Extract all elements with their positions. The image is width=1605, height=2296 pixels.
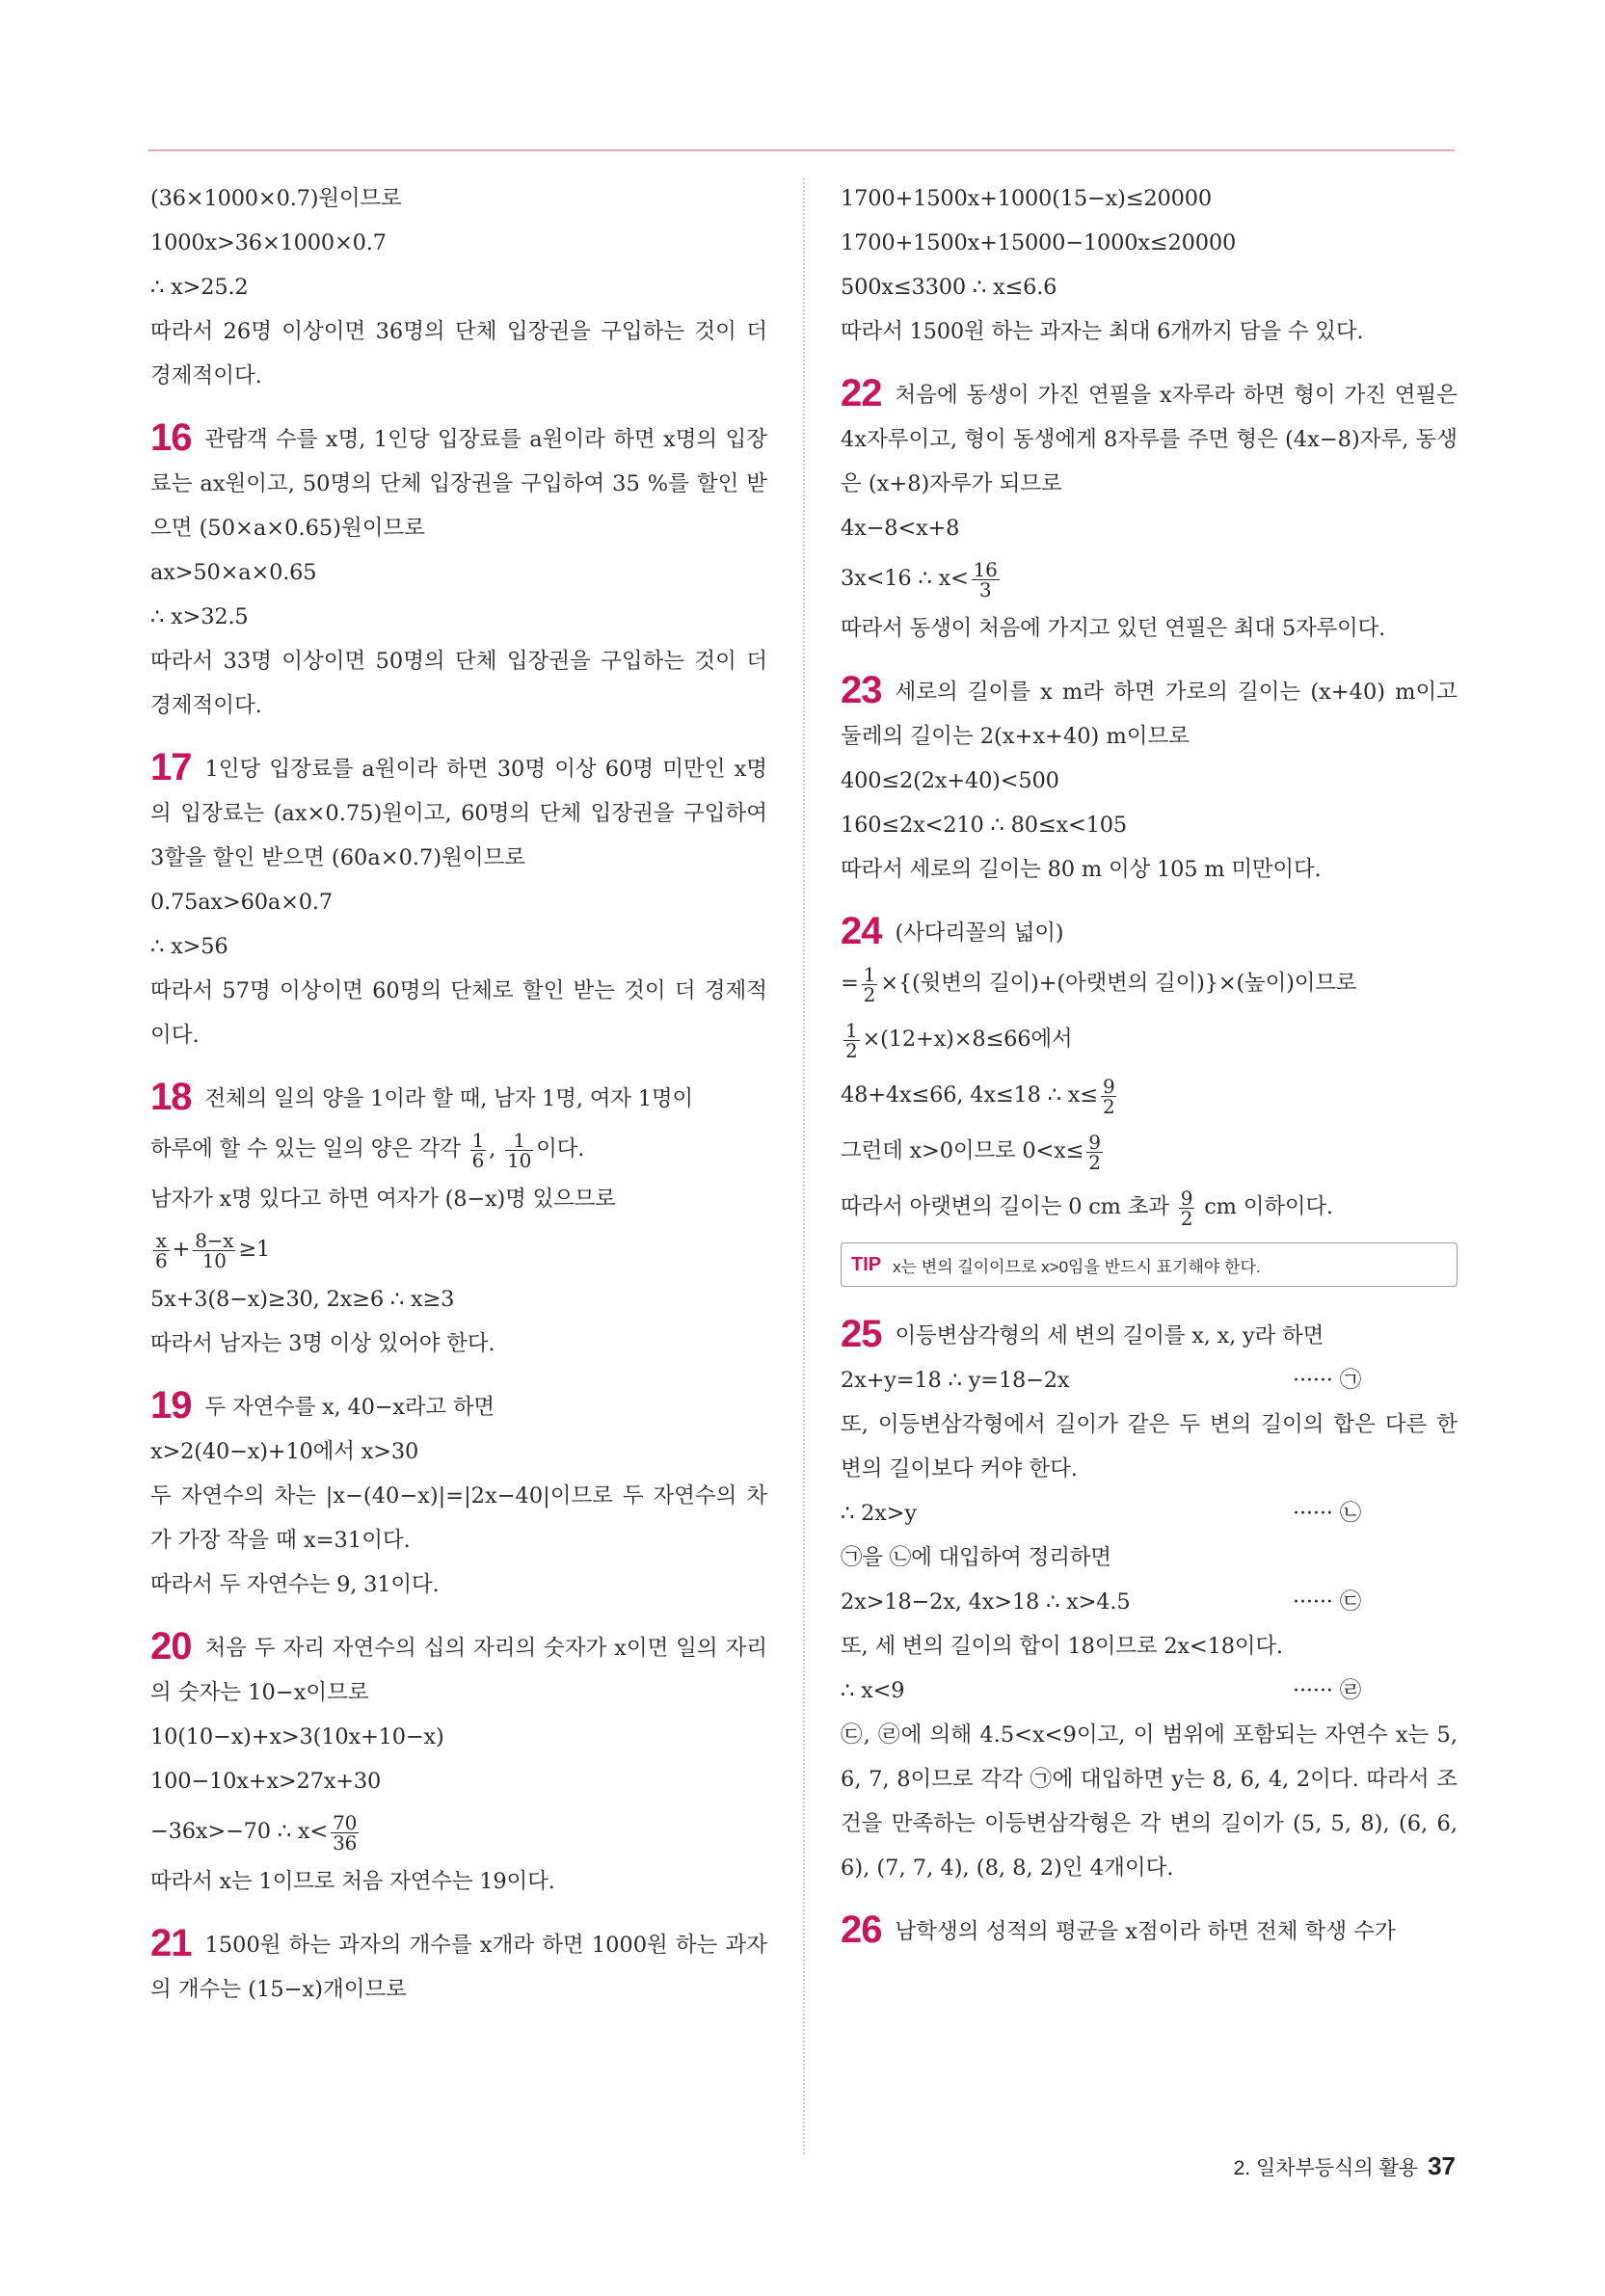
conclusion-text: 따라서 두 자연수는 9, 31이다. [150, 1572, 440, 1597]
top-rule [148, 149, 1455, 151]
equation-line: 0.75ax>60a×0.7 [150, 890, 333, 915]
text-span: ∴ x<9 [841, 1678, 905, 1703]
equation-line [841, 1123, 1458, 1179]
problem-18 [150, 1075, 767, 1366]
problem-text: 이등변삼각형의 세 변의 길이를 x, x, y라 하면 [895, 1323, 1324, 1348]
conclusion-text: 따라서 33명 이상이면 50명의 단체 입장권을 구입하는 것이 더 경제적이다. [150, 649, 767, 718]
problem-text: 두 자연수를 x, 40−x라고 하면 [204, 1395, 495, 1420]
text-span: 그런데 x>0이므로 0<x≤ [841, 1138, 1084, 1163]
problem-19 [150, 1383, 767, 1607]
conclusion-text: 따라서 26명 이상이면 36명의 단체 입장권을 구입하는 것이 더 경제적이다. [150, 319, 767, 388]
column-divider [803, 178, 805, 2154]
text-span: ×(12+x)×8≤66에서 [862, 1027, 1073, 1052]
text-para: 두 자연수의 차는 |x−(40−x)|=|2x−40|이므로 두 자연수의 차가 가장 작을 때 x=31이다. [150, 1483, 767, 1553]
equation-line: ∴ x>25.2 [150, 275, 249, 300]
problem-24 [841, 909, 1458, 1287]
text-span: + [172, 1237, 191, 1262]
right-column [841, 176, 1458, 1954]
text-span: 2x+y=18 ∴ y=18−2x [841, 1368, 1070, 1393]
problem-16 [150, 415, 767, 728]
page-number: 37 [1428, 2151, 1456, 2180]
equation-marker: ······ ㉣ [1293, 1678, 1361, 1703]
fraction: $\frac{1}{2}$ [845, 1018, 858, 1062]
text-span: ≥1 [238, 1237, 271, 1262]
text-span: = [841, 971, 859, 996]
equation-line: 400≤2(2x+40)<500 [841, 768, 1059, 793]
tip-box [841, 1242, 1458, 1287]
equation-line: ∴ x>56 [150, 934, 228, 959]
problem-number: 21 [150, 1922, 192, 1964]
equation-line: 10(10−x)+x>3(10x+10−x) [150, 1724, 444, 1749]
equation-line: 160≤2x<210 ∴ 80≤x<105 [841, 813, 1127, 838]
problem-text: 1인당 입장료를 a원이라 하면 30명 이상 60명 미만인 x명의 입장료는 (ax×0.75)원이고, 60명의 단체 입장권을 구입하여 3할을 할인 받으면 (60a×0.7)원이므로 [150, 757, 767, 870]
equation-marker: ······ ㉡ [1293, 1501, 1361, 1526]
conclusion-text: 따라서 남자는 3명 이상 있어야 한다. [150, 1331, 495, 1356]
problem-text: 남학생의 성적의 평균을 x점이라 하면 전체 학생 수가 [895, 1919, 1396, 1944]
chapter-title: 2. 일차부등식의 활용 [1233, 2157, 1419, 2179]
text-span: 2x>18−2x, 4x>18 ∴ x>4.5 [841, 1589, 1131, 1615]
text-para: 또, 이등변삼각형에서 길이가 같은 두 변의 길이의 합은 다른 한 변의 길이보다 커야 한다. [841, 1412, 1458, 1482]
problem-21 [150, 1921, 767, 2012]
problem-number: 23 [841, 669, 882, 711]
text-span: 3x<16 ∴ x< [841, 566, 969, 591]
equation-line: 1000x>36×1000×0.7 [150, 230, 387, 255]
conclusion-text: ㉢, ㉣에 의해 4.5<x<9이고, 이 범위에 포함되는 자연수 x는 5, 6, 7, 8이므로 각각 ㉠에 대입하면 y는 8, 6, 4, 2이다. 따라서 조건을 만족하는 이등변삼각형은 각 변의 길이가 (5, 5, 8), (6, 6, 6), (7, 7, 4), (8, 8, 2)인 4개이다. [841, 1722, 1458, 1881]
fraction: $\frac{9}{2}$ [1088, 1130, 1101, 1174]
equation-line: x>2(40−x)+10에서 x>30 [150, 1439, 419, 1464]
problem-text: 세로의 길이를 x m라 하면 가로의 길이는 (x+40) m이고 둘레의 길이는 2(x+x+40) m이므로 [841, 680, 1458, 749]
fraction: $\frac{1}{2}$ [863, 962, 876, 1006]
conclusion-text: 따라서 동생이 처음에 가지고 있던 연필은 최대 5자루이다. [841, 616, 1386, 641]
conclusion-text: 따라서 세로의 길이는 80 m 이상 105 m 미만이다. [841, 857, 1322, 882]
equation-line: ax>50×a×0.65 [150, 560, 317, 585]
problem-17 [150, 745, 767, 1057]
text-span: 48+4x≤66, 4x≤18 ∴ x≤ [841, 1082, 1098, 1108]
text-span: 이다. [536, 1136, 585, 1161]
equation-line [841, 1358, 1458, 1402]
text-span: , [489, 1136, 496, 1161]
text-line: 또, 세 변의 길이의 합이 18이므로 2x<18이다. [841, 1634, 1283, 1659]
problem-text: 전체의 일의 양을 1이라 할 때, 남자 1명, 여자 1명이 [204, 1086, 693, 1111]
text-span: −36x>−70 ∴ x< [150, 1819, 329, 1844]
text-span: cm 이하이다. [1204, 1194, 1333, 1219]
problem-25 [841, 1312, 1458, 1890]
equation-line [841, 1580, 1458, 1624]
text-span: 하루에 할 수 있는 일의 양은 각각 [150, 1136, 461, 1161]
conclusion-text: 따라서 57명 이상이면 60명의 단체로 할인 받는 것이 더 경제적이다. [150, 978, 767, 1048]
conclusion-text [841, 1179, 1458, 1235]
problem-text: 1500원 하는 과자의 개수를 x개라 하면 1000원 하는 과자의 개수는 (15−x)개이므로 [150, 1933, 767, 2002]
problem-number: 22 [841, 372, 882, 414]
equation-line: 4x−8<x+8 [841, 516, 960, 541]
fraction: $\frac{9}{2}$ [1180, 1186, 1193, 1230]
text-line: ㉠을 ㉡에 대입하여 정리하면 [841, 1545, 1111, 1570]
left-column [150, 176, 767, 2012]
conclusion-text: 따라서 1500원 하는 과자는 최대 6개까지 담을 수 있다. [841, 319, 1364, 344]
problem-number: 16 [150, 416, 192, 459]
text-span: ×{(윗변의 길이)+(아랫변의 길이)}×(높이)이므로 [880, 971, 1357, 996]
problem-number: 17 [150, 746, 192, 788]
equation-line [841, 1491, 1458, 1535]
text-line [150, 1121, 767, 1177]
tip-text: x는 변의 길이이므로 x>0임을 반드시 표기해야 한다. [893, 1257, 1261, 1276]
problem-number: 19 [150, 1384, 192, 1427]
problem-number: 25 [841, 1313, 882, 1355]
equation-line [150, 1221, 767, 1277]
equation-line: 1700+1500x+15000−1000x≤20000 [841, 230, 1237, 255]
equation-line [841, 1067, 1458, 1123]
text-line: (36×1000×0.7)원이므로 [150, 186, 402, 211]
fraction: $\frac{x}{6}$ [155, 1228, 168, 1272]
problem-text: (사다리꼴의 넓이) [895, 921, 1064, 946]
problem-number: 24 [841, 910, 882, 952]
problem-text: 처음 두 자리 자연수의 십의 자리의 숫자가 x이면 일의 자리의 숫자는 10−x이므로 [150, 1636, 767, 1705]
equation-line [841, 1669, 1458, 1713]
equation-line: 100−10x+x>27x+30 [150, 1769, 382, 1794]
equation-marker: ······ ㉢ [1293, 1589, 1361, 1615]
equation-line [841, 1011, 1458, 1067]
fraction: $\frac{1}{6}$ [471, 1128, 485, 1172]
equation-line [150, 1803, 767, 1859]
text-span: 따라서 아랫변의 길이는 0 cm 초과 [841, 1194, 1169, 1219]
text-line: 남자가 x명 있다고 하면 여자가 (8−x)명 있으므로 [150, 1187, 616, 1212]
fraction: $\frac{9}{2}$ [1102, 1074, 1115, 1118]
problem-20 [150, 1624, 767, 1904]
equation-line: 5x+3(8−x)≥30, 2x≥6 ∴ x≥3 [150, 1287, 455, 1312]
tip-label: TIP [851, 1253, 882, 1275]
fraction: $\frac{1}{10}$ [507, 1128, 532, 1172]
equation-line: 1700+1500x+1000(15−x)≤20000 [841, 186, 1212, 211]
problem-26 [841, 1908, 1458, 1954]
text-span: ∴ 2x>y [841, 1501, 917, 1526]
problem-number: 18 [150, 1076, 192, 1118]
problem-22 [841, 371, 1458, 651]
fraction: $\frac{70}{36}$ [333, 1810, 358, 1855]
equation-line [841, 550, 1458, 606]
equation-line [841, 955, 1458, 1011]
page-footer [1234, 2151, 1456, 2181]
problem-text: 처음에 동생이 가진 연필을 x자루라 하면 형이 가진 연필은 4x자루이고, 형이 동생에게 8자루를 주면 형은 (4x−8)자루, 동생은 (x+8)자루가 되므로 [841, 383, 1458, 496]
equation-line: 500x≤3300 ∴ x≤6.6 [841, 275, 1057, 300]
fraction: $\frac{16}{3}$ [973, 557, 998, 601]
problem-15-tail [150, 176, 767, 398]
problem-23 [841, 668, 1458, 892]
fraction: $\frac{8-x}{10}$ [195, 1228, 234, 1272]
problem-number: 20 [150, 1625, 192, 1668]
equation-line: ∴ x>32.5 [150, 604, 249, 629]
conclusion-text: 따라서 x는 1이므로 처음 자연수는 19이다. [150, 1869, 555, 1894]
equation-marker: ······ ㉠ [1293, 1368, 1361, 1393]
problem-number: 26 [841, 1909, 882, 1951]
problem-text: 관람객 수를 x명, 1인당 입장료를 a원이라 하면 x명의 입장료는 ax원이고, 50명의 단체 입장권을 구입하여 35 %를 할인 받으면 (50×a×0.65)원이므로 [150, 427, 767, 541]
problem-21-tail [841, 176, 1458, 354]
